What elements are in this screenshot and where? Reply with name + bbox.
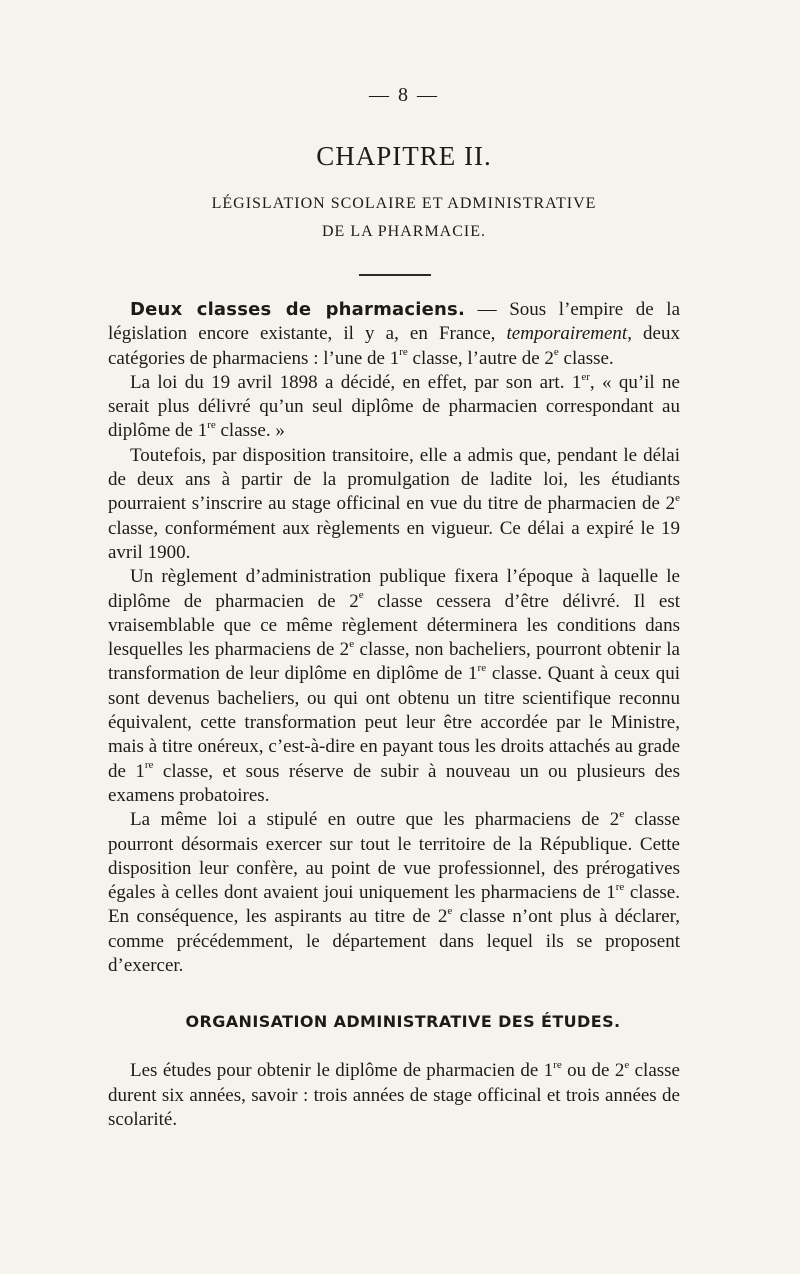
paragraph-text: classe, et sous réserve de subir à nouveau un ou plusieurs des examens probatoires. bbox=[108, 760, 680, 806]
paragraph-text: classe pourront désormais exercer sur tout le territoire de la République. Cette disposition leur confère, au point de vue professionnel, des prérogatives égales à celles dont avaient joui uniquement les pharmaciens de 1 bbox=[108, 809, 680, 904]
section-divider bbox=[359, 274, 431, 276]
paragraph-text: classe n’ont plus à déclarer, comme précédemment, le département dans lequel ils se proposent d’exercer. bbox=[108, 906, 681, 977]
chapter-subtitle bbox=[128, 190, 680, 246]
chapter-subtitle-line-1: LÉGISLATION SCOLAIRE ET ADMINISTRATIVE bbox=[211, 195, 597, 212]
page-number: — 8 — bbox=[369, 84, 439, 106]
superscript: er bbox=[581, 370, 590, 383]
paragraph-text: Les études pour obtenir le diplôme de pharmacien de 1 bbox=[130, 1060, 554, 1082]
paragraph-text: classe. bbox=[558, 347, 614, 369]
superscript: re bbox=[207, 419, 216, 432]
paragraph-text: classe cessera d’être délivré. Il est vraisemblable que ce même règlement déterminera les conditions dans lesquelles les pharmaciens de 2 bbox=[108, 590, 680, 661]
emphasis-text: temporairement bbox=[506, 323, 628, 345]
paragraph-two-classes bbox=[108, 298, 680, 371]
paragraph-text: , deux catégories de pharmaciens : l’une de 1 bbox=[108, 323, 680, 369]
paragraph-text: ou de 2 bbox=[561, 1060, 625, 1082]
paragraph-transitory bbox=[108, 444, 680, 565]
superscript: re bbox=[477, 662, 487, 675]
paragraph-text: classe. En conséquence, les aspirants au titre de 2 bbox=[108, 882, 680, 928]
chapter-title: CHAPITRE II. bbox=[316, 141, 492, 171]
paragraph-text: classe, non bacheliers, pourront obtenir la transformation de leur diplôme en diplôme de 1 bbox=[108, 639, 680, 685]
book-page bbox=[108, 84, 680, 1132]
paragraph-text: Toutefois, par disposition transitoire, elle a admis que, pendant le délai de deux ans à partir de la promulgation de ladite loi, les étudiants pourraient s’inscrire au stage officinal en vue du titre de pharmacien de 2 bbox=[108, 444, 680, 515]
superscript: e bbox=[624, 1058, 630, 1071]
superscript: re bbox=[399, 346, 408, 359]
superscript: e bbox=[553, 346, 559, 359]
paragraph-text: Un règlement d’administration publique fixera l’époque à laquelle le diplôme de pharmacien de 2 bbox=[108, 566, 680, 612]
superscript: e bbox=[675, 492, 680, 505]
paragraph-territory bbox=[108, 808, 680, 978]
paragraph-text: La loi du 19 avril 1898 a décidé, en effet, par son art. 1 bbox=[130, 371, 582, 393]
paragraph-text: classe. Quant à ceux qui sont devenus bacheliers, ou qui ont obtenu un titre scientifique reconnu équivalent, cette transformation peut leur être accordée par le Ministre, mais à titre onéreux, c’est-à-dire en payant tous les droits attachés au grade de 1 bbox=[108, 663, 680, 782]
superscript: e bbox=[349, 637, 355, 650]
paragraph-studies bbox=[108, 1059, 680, 1132]
paragraph-text: classe. » bbox=[215, 420, 285, 442]
section-heading: ORGANISATION ADMINISTRATIVE DES ÉTUDES. bbox=[185, 1012, 621, 1032]
paragraph-law-1898 bbox=[108, 371, 680, 444]
paragraph-text: — Sous l’empire de la législation encore existante, il y a, en France, bbox=[108, 299, 680, 345]
superscript: e bbox=[619, 807, 625, 820]
paragraph-text: classe, conformément aux règlements en vigueur. Ce délai a expiré le 19 avril 1900. bbox=[108, 517, 680, 563]
superscript: e bbox=[358, 589, 364, 602]
paragraph-text: La même loi a stipulé en outre que les pharmaciens de 2 bbox=[130, 809, 620, 831]
paragraph-regulation bbox=[108, 565, 680, 808]
superscript: re bbox=[144, 759, 154, 772]
superscript: re bbox=[553, 1058, 562, 1071]
chapter-subtitle-line-2: DE LA PHARMACIE. bbox=[321, 223, 486, 240]
paragraph-text: classe, l’autre de 2 bbox=[407, 347, 554, 369]
superscript: re bbox=[615, 880, 625, 893]
section-lead-title: Deux classes de pharmaciens. bbox=[130, 299, 466, 320]
superscript: e bbox=[447, 905, 453, 918]
paragraph-text: classe durent six années, savoir : trois années de stage officinal et trois années de scolarité. bbox=[108, 1060, 680, 1130]
paragraph-text: , « qu’il ne serait plus délivré qu’un seul diplôme de pharmacien correspondant au diplôme de 1 bbox=[108, 371, 680, 442]
